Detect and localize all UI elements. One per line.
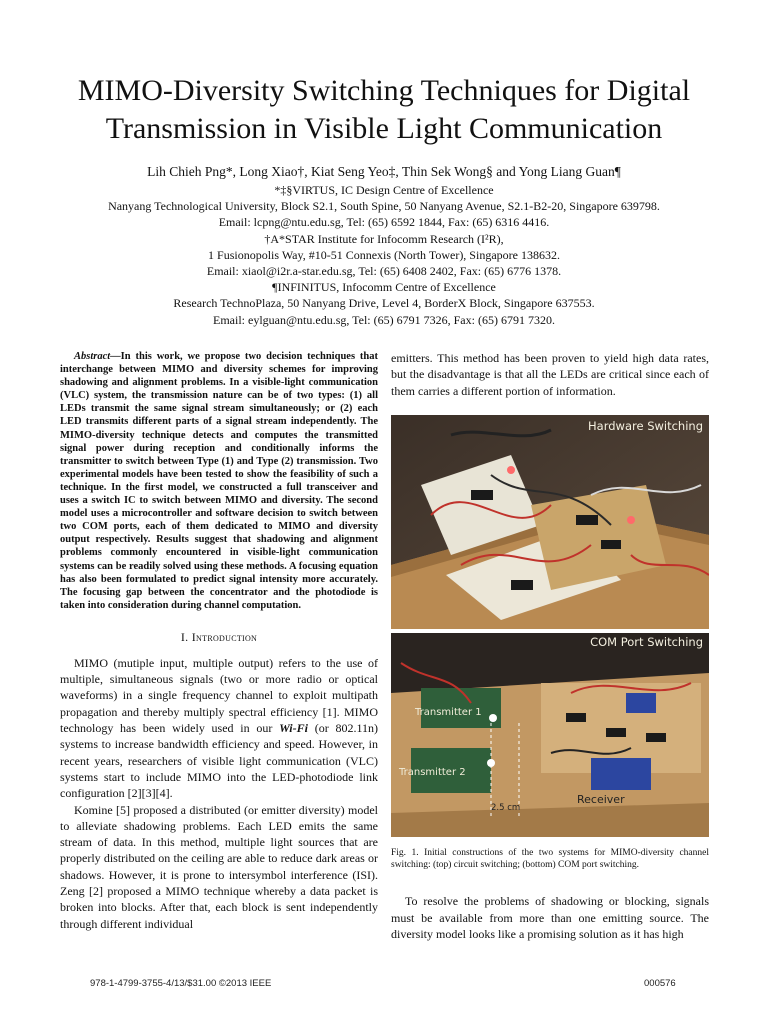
footer-copyright: 978-1-4799-3755-4/13/$31.00 ©2013 IEEE	[90, 978, 272, 989]
section-number: I.	[180, 629, 192, 644]
abstract-label: Abstract	[74, 351, 111, 362]
figure-1-caption: Fig. 1. Initial constructions of the two systems for MIMO-diversity channel switching: (top) circuit switching; (bottom) COM port switching.	[391, 847, 709, 871]
affiliation-line: *‡§VIRTUS, IC Design Centre of Excellence	[274, 183, 494, 197]
photo-hardware-switching	[391, 415, 709, 629]
hardware-switching-label: Hardware Switching	[588, 418, 703, 433]
author-list: Lih Chieh Png*, Long Xiao†, Kiat Seng Yeo‡, Thin Sek Wong§ and Yong Liang Guan¶	[147, 164, 621, 179]
title-line-1: MIMO-Diversity Switching Techniques for Digital	[77, 74, 691, 107]
figure-1	[391, 415, 709, 837]
com-port-switching-label: COM Port Switching	[590, 634, 703, 649]
affiliations	[40, 182, 728, 328]
affiliation-line: Email: lcpng@ntu.edu.sg, Tel: (65) 6592 1844, Fax: (65) 6316 4416.	[218, 215, 550, 230]
intro-paragraph-2: Komine [5] proposed a distributed (or emitter diversity) model to alleviate shadowing problems. Each LED emits the same stream of data. In this method, multiple light sources that are properly distributed on the ceiling are able to reduce dark areas or shadows. However, it is prone to intersymbol interference (ISI). Zeng [2] proposed a MIMO technique whereby a data packet is broken into blocks. After that, each block is sent independently through different individual	[60, 802, 378, 931]
affiliation-line: †A*STAR Institute for Infocomm Research (I²R),	[264, 231, 504, 246]
affiliation-line: Nanyang Technological University, Block S2.1, South Spine, 50 Nanyang Avenue, S2.1-B2-20, Singapore 639798.	[108, 199, 660, 214]
transmitter-1-label: Transmitter 1	[415, 706, 482, 718]
receiver-label: Receiver	[577, 792, 625, 806]
right-paragraph-2: To resolve the problems of shadowing or blocking, signals must be available from more than one emitting source. The diversity model looks like a promising solution as it has high	[391, 894, 709, 941]
intro-paragraph-1	[60, 655, 378, 802]
affiliation-line: Research TechnoPlaza, 50 Nanyang Drive, Level 4, BorderX Block, Singapore 637553.	[173, 296, 595, 311]
photo-com-port-switching	[391, 633, 709, 837]
affiliation-line: 1 Fusionopolis Way, #10-51 Connexis (North Tower), Singapore 138632.	[208, 247, 560, 262]
section-heading-introduction	[60, 630, 378, 645]
gap-distance-label: 2.5 cm	[491, 802, 521, 813]
intro-p1-text: MIMO (mutiple input, multiple output) refers to the use of multiple, simultaneous signals (two or more radio or optical waveforms) in a single frequency channel to exploit multipath propagation and thereby multiply spectral efficiency [1]. MIMO technology has been widely used in our	[60, 655, 378, 736]
footer-page-number: 000576	[644, 978, 676, 989]
intro-p1-text-cont: (or 802.11n) systems to increase bandwidth efficiency and speed. However, in recent years, researchers of visible light communication (VLC) systems start to include MIMO into the LED-photodiode link configuration [2][3][4].	[60, 721, 378, 801]
left-column	[60, 350, 378, 932]
com-port-photo-illustration	[391, 633, 709, 837]
affiliation-line: ¶INFINITUS, Infocomm Centre of Excellence	[272, 280, 496, 295]
paper-title	[40, 72, 728, 148]
transmitter-2-label: Transmitter 2	[399, 766, 466, 778]
right-paragraph-1: emitters. This method has been proven to yield high data rates, but the disadvantage is that all the LEDs are critical since each of them carries a different portion of information.	[391, 351, 709, 398]
right-column	[391, 350, 709, 942]
title-line-2: Transmission in Visible Light Communication	[105, 112, 663, 145]
section-title: Introduction	[191, 629, 258, 644]
affiliation-line: Email: eylguan@ntu.edu.sg, Tel: (65) 6791 7326, Fax: (65) 6791 7320.	[213, 312, 555, 327]
abstract-text: —In this work, we propose two decision techniques that interchange between MIMO and diversity schemes for improving shadowing and alignment problems. In a visible-light communication (VLC) system, the transmission nature can be of two types: (1) all LEDs transmit the same signal stream simultaneously; or (2) each LED transmits different parts of a signal stream independently. The MIMO-diversity technique detects and computes the transmitted signal power during reception and conditionally informs the transmitter to switch between Type (1) and Type (2) transmission. Two experimental models have been tested to show the feasibility of such a technique. In the first model, we constructed a full transceiver and uses a switch IC to switch between MIMO and diversity. The second model uses a microcontroller and software decision to switch between two COM ports, each of them dedicated to MIMO and diversity output respectively. Results suggest that shadowing and alignment problems commonly encountered in visible-light communication systems can be readily solved using these methods. A focusing equation has also been formulated to predict signal intensity more accurately. The focusing gap between the concentrator and the photodiode is taken into consideration during channel computation.	[60, 351, 378, 611]
abstract	[60, 350, 378, 612]
affiliation-line: Email: xiaol@i2r.a-star.edu.sg, Tel: (65) 6408 2402, Fax: (65) 6776 1378.	[206, 264, 562, 279]
hardware-photo-illustration	[391, 415, 709, 629]
wifi-term: Wi-Fi	[279, 721, 308, 736]
